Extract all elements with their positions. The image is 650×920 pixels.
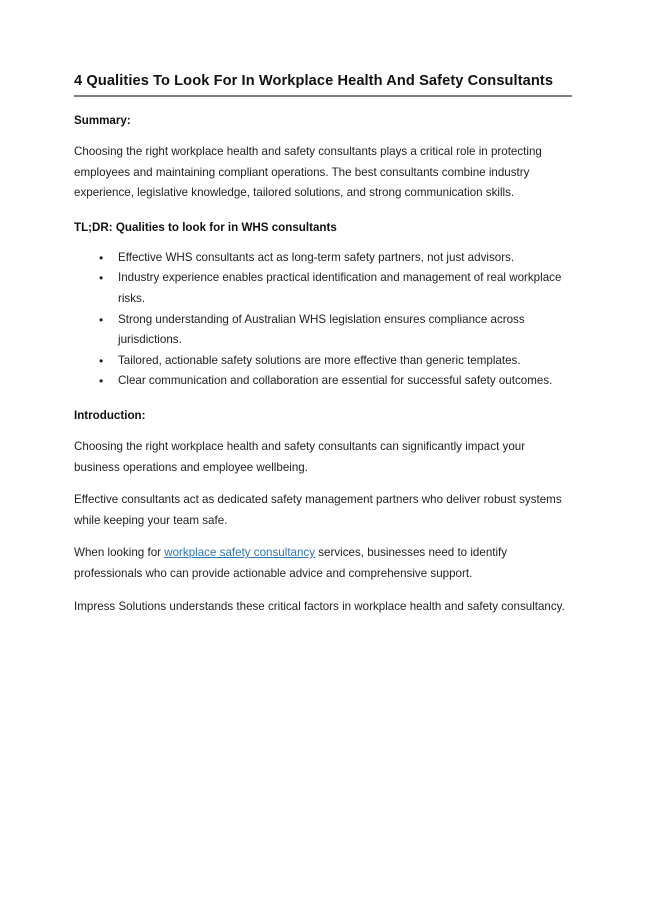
link-paragraph (74, 543, 572, 584)
bullet-icon: • (99, 271, 104, 286)
closing-paragraph: Impress Solutions understands these critical factors in workplace health and safety consultancy. (74, 599, 565, 613)
bullet-icon: • (99, 353, 104, 368)
tldr-bullet-list (74, 248, 572, 392)
page-title: 4 Qualities To Look For In Workplace Health And Safety Consultants (74, 73, 554, 89)
list-item-text: Tailored, actionable safety solutions are more effective than generic templates. (118, 353, 521, 367)
bullet-icon: • (99, 374, 104, 389)
workplace-safety-consultancy-link[interactable]: workplace safety consultancy (164, 546, 316, 560)
list-item (74, 268, 572, 309)
document-content (74, 72, 572, 617)
list-item (74, 371, 572, 392)
list-item (74, 248, 572, 269)
summary-heading: Summary: (74, 114, 131, 128)
introduction-heading: Introduction: (74, 409, 146, 423)
list-item-text: Effective WHS consultants act as long-term safety partners, not just advisors. (118, 250, 515, 264)
link-paragraph-after: services, businesses need to identify professionals who can provide actionable advice and comprehensive support. (74, 546, 508, 580)
title-divider (74, 95, 572, 97)
list-item-text: Strong understanding of Australian WHS legislation ensures compliance across jurisdictions. (118, 312, 525, 347)
link-paragraph-before: When looking for (74, 546, 165, 560)
bullet-icon: • (99, 312, 104, 327)
introduction-paragraph-2: Effective consultants act as dedicated safety management partners who deliver robust systems while keeping your team safe. (74, 493, 562, 527)
tldr-heading: TL;DR: Qualities to look for in WHS consultants (74, 220, 337, 234)
bullet-icon: • (99, 250, 104, 265)
list-item-text: Clear communication and collaboration are essential for successful safety outcomes. (118, 374, 553, 388)
list-item-text: Industry experience enables practical identification and management of real workplace risks. (118, 271, 562, 305)
list-item (74, 351, 572, 372)
introduction-paragraph-1: Choosing the right workplace health and safety consultants can significantly impact your business operations and employee wellbeing. (74, 439, 526, 474)
summary-paragraph: Choosing the right workplace health and safety consultants plays a critical role in protecting employees and maintaining compliant operations. The best consultants combine industry experience, legislative knowledge, tailored solutions, and strong communication skills. (74, 145, 542, 200)
list-item (74, 310, 572, 351)
